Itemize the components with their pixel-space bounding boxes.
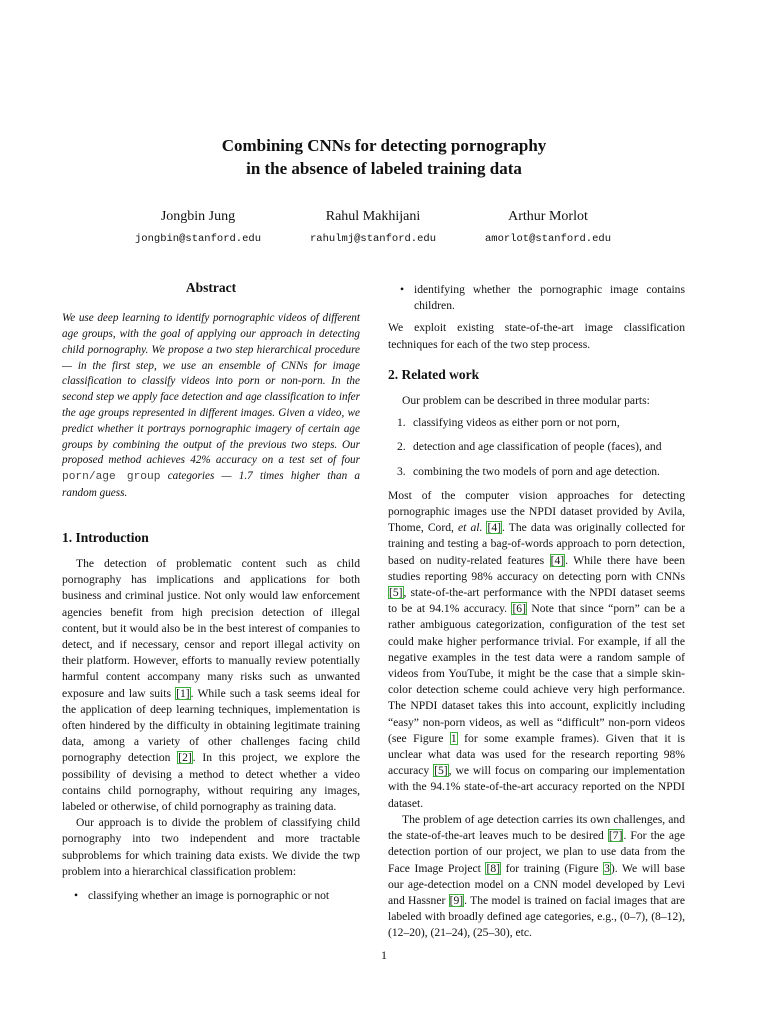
left-column [62, 280, 360, 910]
list-item-text: combining the two models of porn and age detection. [413, 464, 660, 478]
citation-link[interactable]: [2] [178, 751, 192, 765]
citation-link[interactable]: [4] [487, 521, 501, 535]
citation-link[interactable]: [5] [434, 764, 448, 778]
list-item [388, 464, 685, 480]
author-email: rahulmj@stanford.edu [309, 233, 437, 245]
right-column [388, 280, 685, 942]
abstract-heading: Abstract [185, 280, 237, 295]
author-name: Rahul Makhijani [325, 209, 421, 224]
numbered-list [388, 415, 685, 480]
text-run: . The data was originally collected for training and testing a bag-of-words approach to porn detection, based on nudity-related features [388, 521, 685, 567]
text-run: The detection of problematic content such as child pornography has implications and applications for both business and criminal justice. Not only would law enforcement agencies benefit from high precision detection of illegal content, but it would also be in the best interest of companies to detect, and if necessary, censor and report illegal activity on their platform. However, efforts to manually review potentially harmful content accompany many risks such as unwanted exposure and law suits [62, 556, 360, 700]
list-item-text: classifying videos as either porn or not porn, [413, 416, 620, 430]
list-number: 2. [397, 440, 406, 454]
list-number: 3. [397, 464, 406, 478]
citation-link[interactable]: [4] [550, 553, 565, 567]
paper-title [0, 134, 768, 180]
list-item: • identifying whether the pornographic image contains children. [388, 282, 685, 314]
citation-link[interactable]: [8] [486, 861, 500, 875]
text-run: for some example frames). Given that it is unclear what data was used for the research reporting 98% accuracy [388, 731, 685, 778]
abstract-text-part: We use deep learning to identify pornographic videos of different age groups, with the goal of applying our approach in detecting child pornography. We propose a two step hierarchical procedure — in the first step, we use an ensemble of CNNs for image classification to classify videos into porn or non-porn. In the second step we apply face detection and age classification to infer the age groups represented in different images. Given a video, we predict whether it portrays pornographic imagery of certain age groups by combining the output of the previous two steps. Our proposed method achieves 42% accuracy on a test set of four [62, 312, 360, 467]
list-item: • classifying whether an image is pornographic or not [62, 888, 360, 904]
section-heading-introduction: 1. Introduction [62, 529, 149, 545]
et-al: et al. [458, 521, 483, 535]
abstract-text [62, 311, 360, 502]
text-run: for training (Figure [501, 861, 604, 875]
list-item-text: detection and age classification of people (faces), and [413, 440, 662, 454]
text-run: , we will focus on comparing our implementation with the 94.1% state-of-the-art accuracy reported on the NPDI dataset. [388, 764, 685, 810]
text-run: Note that since “porn” can be a rather ambiguous categorization, configuration of the test set could make higher performance trivial. For example, if all the negative examples in the test data were a random sample of videos from YouTube, it might be the case that a simple skin-color detection scheme could achieve very high performance. The NPDI dataset takes this into account, explicitly including “easy” non-porn videos, as well as “difficult” non-porn videos (see Figure [388, 602, 685, 745]
author-name: Arthur Morlot [508, 209, 588, 224]
citation-link[interactable]: [7] [608, 829, 623, 843]
list-item [388, 439, 685, 455]
abstract-categories-mono: porn/age group [62, 471, 161, 484]
text-run: . In this project, we explore the possibility of devising a method to detect whether a video contains child pornography, without requiring any images, labeled or otherwise, of child pornography as training data. [62, 751, 361, 814]
list-item [388, 415, 685, 431]
text-run: . While there have been studies reporting 98% accuracy on detecting porn with CNNs [388, 553, 685, 583]
text-run: , state-of-the-art performance with the NPDI dataset seems to be at 94.1% accuracy. [388, 586, 685, 616]
citation-link[interactable]: [5] [389, 586, 403, 600]
author-email: jongbin@stanford.edu [134, 233, 262, 245]
text-run: ). We will base our age-detection model on a CNN model developed by Levi and Hassner [388, 861, 685, 907]
list-number: 1. [397, 416, 406, 430]
citation-link[interactable]: [6] [512, 602, 526, 616]
bullet-list [388, 282, 685, 314]
page-number: 1 [381, 948, 387, 962]
citation-link[interactable]: [1] [176, 686, 190, 700]
bullet-list [62, 888, 360, 904]
intro-paragraph-2: Our approach is to divide the problem of classifying child pornography into two independent and more tractable subproblems for which training data exists. We divide the twp problem into a hierarchical classification problem: [62, 816, 360, 878]
figure-link[interactable]: 3 [604, 861, 610, 875]
text-run: . The model is trained on facial images that are labeled with broadly defined age categories, e.g., (0–7), (8–12), (12–20), (21–24), (25–30), etc. [388, 893, 685, 940]
citation-link[interactable]: [9] [449, 893, 464, 907]
author-name: Jongbin Jung [160, 209, 236, 224]
text-run: . While such a task seems ideal for the application of deep learning techniques, implementation is often hindered by the difficulty in obtaining legitimate training data, among a variety of other challenges facing child pornography detection [62, 686, 360, 765]
author-3 [433, 208, 663, 252]
related-work-lead: Our problem can be described in three modular parts: [402, 394, 650, 408]
section-heading-related-work: 2. Related work [388, 366, 480, 382]
text-run: Most of the computer vision approaches for detecting pornographic images use the NPDI dataset provided by Avila, Thome, Cord, [388, 488, 685, 535]
abstract-text-part: categories — 1.7 times higher than a random guess. [62, 470, 361, 499]
intro-paragraph-1 [62, 556, 360, 815]
title-line-2: in the absence of labeled training data [246, 159, 522, 178]
related-work-paragraph-1 [388, 488, 685, 812]
text-run: The problem of age detection carries its own challenges, and the state-of-the-art leaves much to be desired [388, 812, 685, 843]
text-run: . For the age detection portion of our project, we plan to use data from the Face Image Project [388, 829, 685, 875]
exploit-paragraph: We exploit existing state-of-the-art image classification techniques for each of the two step process. [388, 321, 685, 351]
author-email: amorlot@stanford.edu [484, 233, 612, 245]
title-line-1: Combining CNNs for detecting pornography [221, 136, 547, 155]
related-work-paragraph-2 [388, 812, 685, 942]
figure-link[interactable]: 1 [450, 731, 457, 745]
